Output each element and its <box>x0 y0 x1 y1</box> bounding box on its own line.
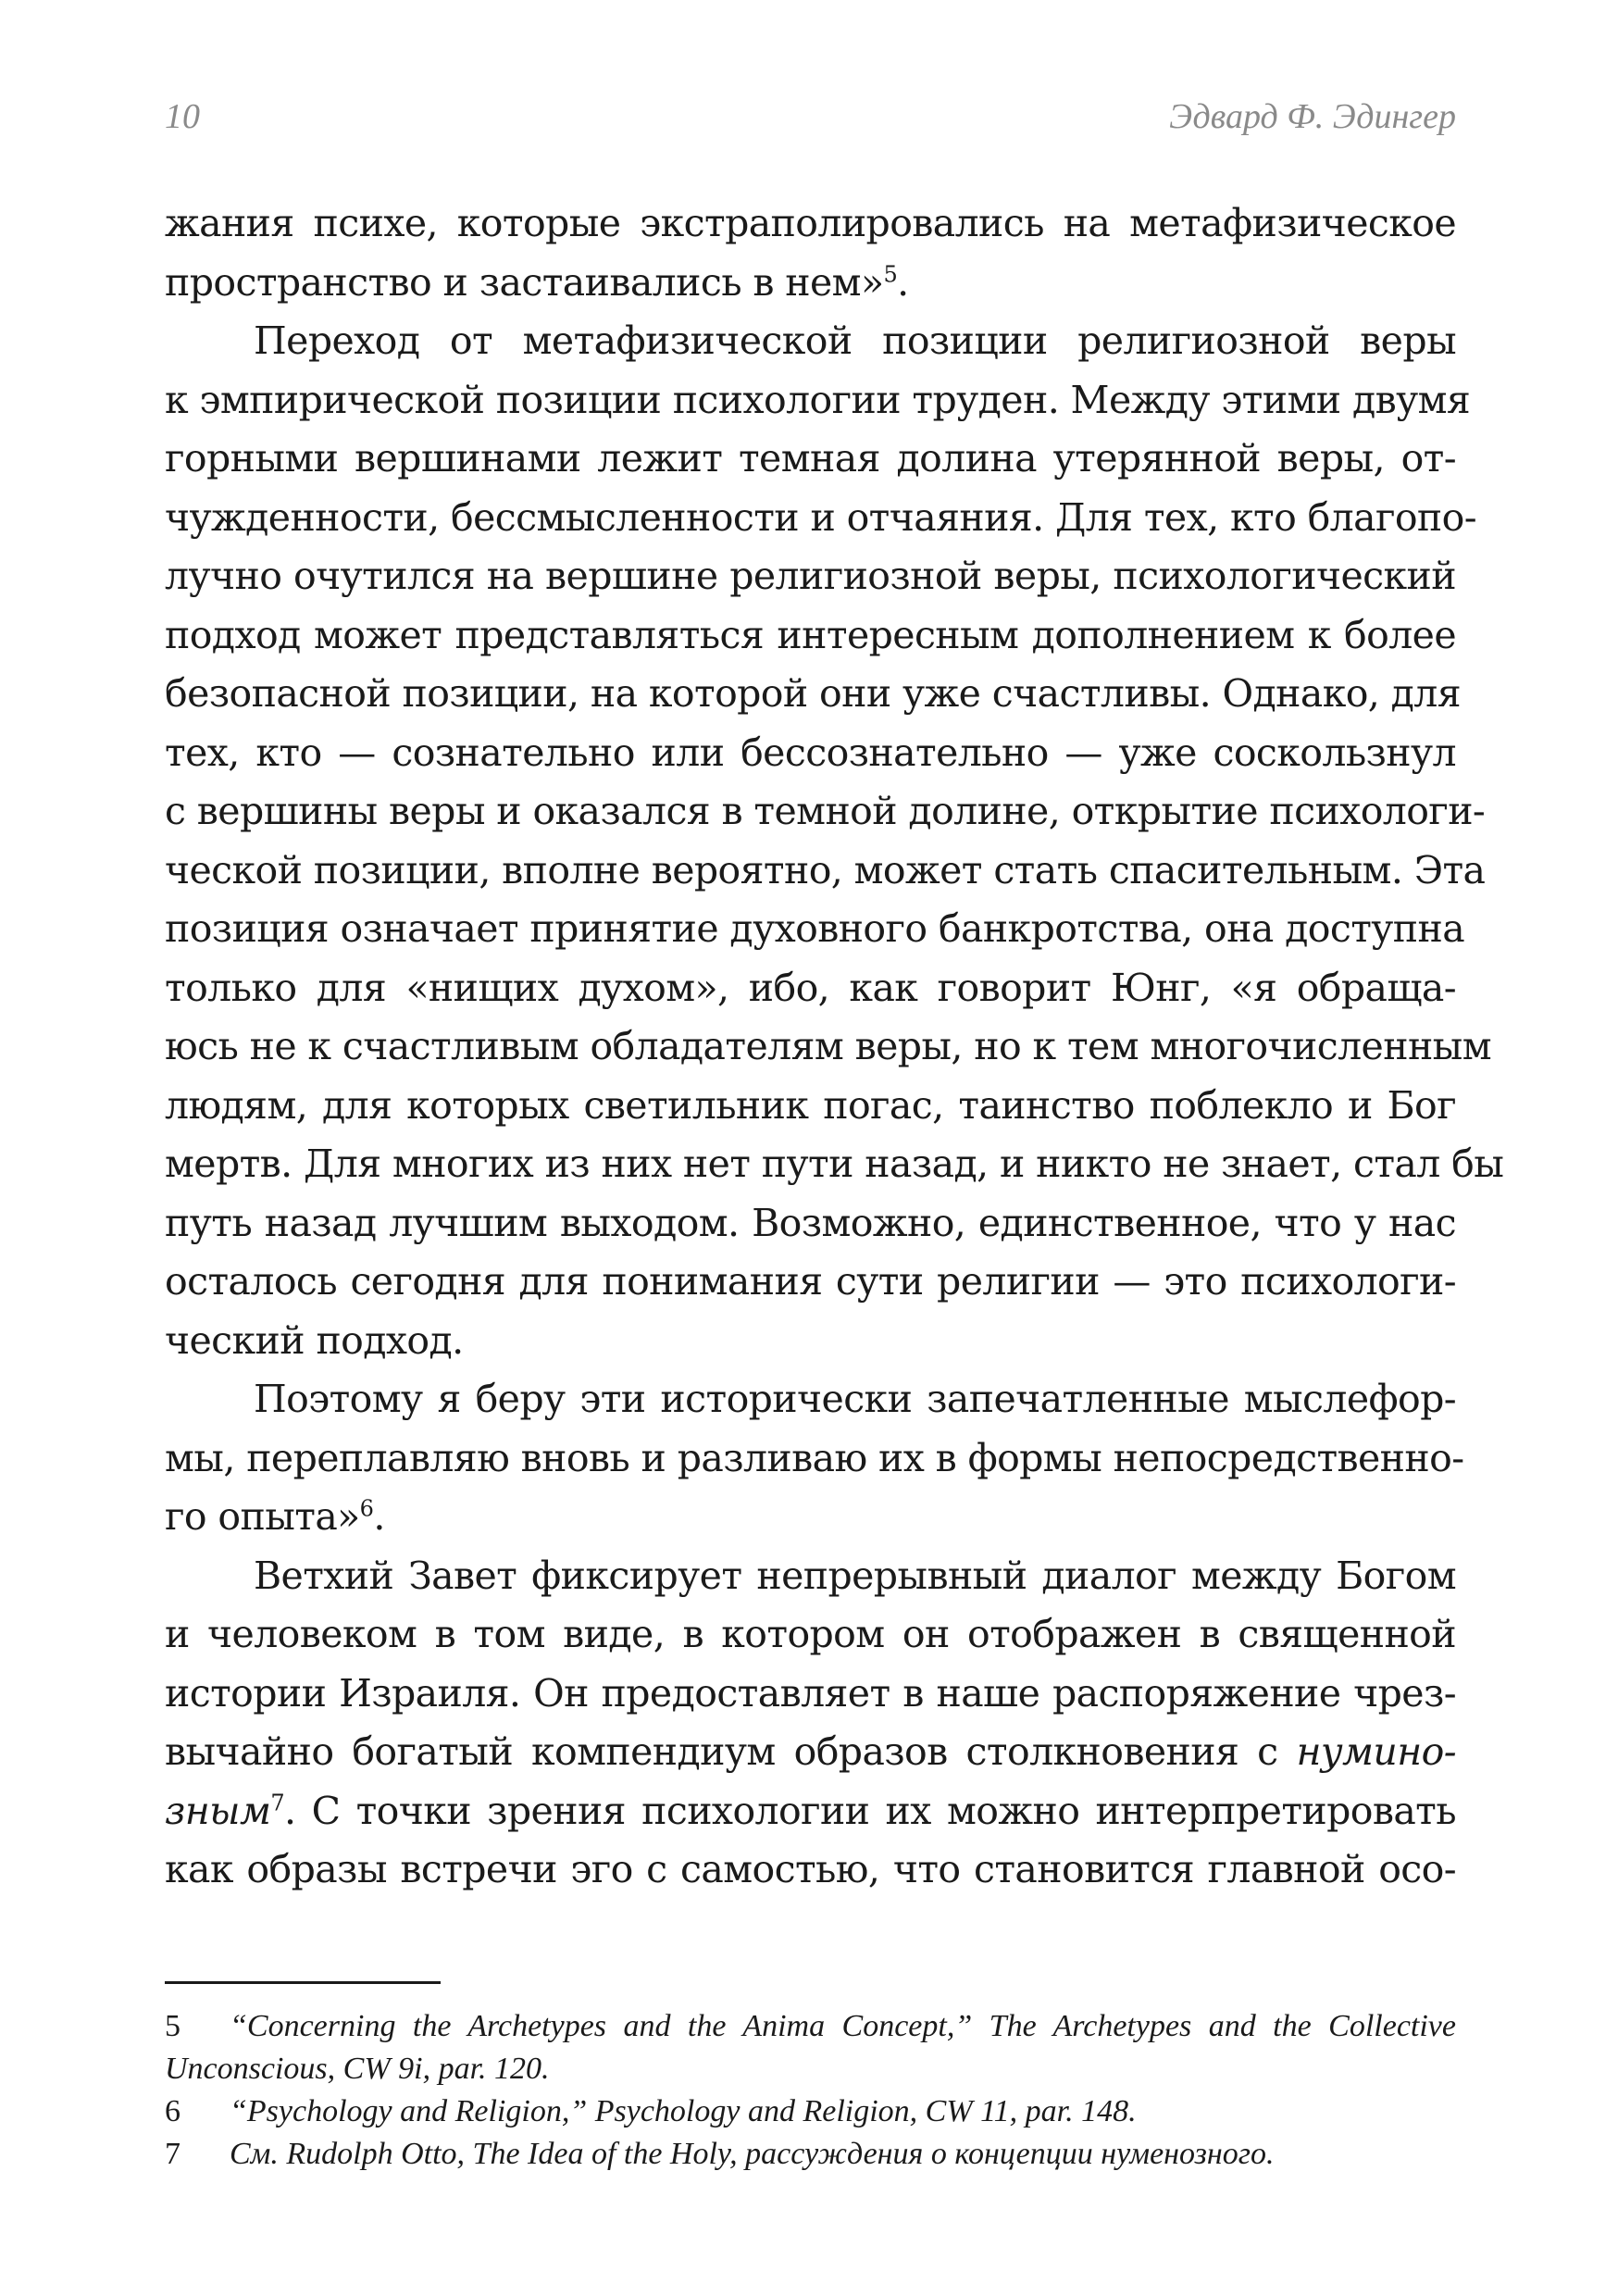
page-header <box>165 96 1456 148</box>
footnotes <box>165 2005 1456 2176</box>
page-number: 10 <box>165 97 200 136</box>
footnote-text: См. Rudolph Otto, The Idea of the Holy, рассуждения о концепции нуменозного. <box>230 2137 1275 2171</box>
footnote-separator <box>165 1981 441 1984</box>
text-line: безопасной позиции, на которой они уже счастливы. Однако, для <box>165 671 1462 716</box>
footnote-text: Unconscious, CW 9i, par. 120. <box>165 2052 550 2086</box>
text-line: позиция означает принятие духовного банкротства, она доступна <box>165 906 1465 951</box>
text-line: к эмпирической позиции психологии труден. Между этими двумя <box>165 377 1471 422</box>
text-line: Переход от метафизической позиции религиозной веры <box>254 318 1456 363</box>
footnote-number: 5 <box>165 2009 180 2043</box>
text-line: как образы встречи эго с самостью, что становится главной осо- <box>165 1847 1456 1891</box>
text-line: Поэтому я беру эти исторически запечатленные мыслефор- <box>254 1377 1456 1421</box>
footnote-ref[interactable]: 5 <box>883 260 898 287</box>
text-line: ческой позиции, вполне вероятно, может стать спасительным. Эта <box>165 847 1486 892</box>
text-line: и человеком в том виде, в котором он отображен в священной <box>165 1612 1456 1656</box>
emphasis: нумино- <box>1296 1729 1456 1774</box>
body-text <box>165 194 1504 1900</box>
text-line: с вершины веры и оказался в темной долине, открытие психологи- <box>165 789 1486 833</box>
footnote-text: “Psychology and Religion,” Psychology and Religion, CW 11, par. 148. <box>230 2094 1137 2128</box>
text-line: мертв. Для многих из них нет пути назад, и никто не знает, стал бы <box>165 1142 1504 1186</box>
text-line: лучно очутился на вершине религиозной веры, психологический <box>165 554 1456 598</box>
footnote-text: “Concerning the Archetypes and the Anima Concept,” The Archetypes and the Collective <box>230 2009 1456 2043</box>
text-line: чужденности, бессмысленности и отчаяния. Для тех, кто благопо- <box>165 494 1476 540</box>
text-line: Ветхий Завет фиксирует непрерывный диалог между Богом <box>254 1553 1456 1598</box>
footnote-ref[interactable]: 6 <box>359 1495 374 1522</box>
text-line: истории Израиля. Он предоставляет в наше распоряжение чрез- <box>165 1670 1456 1716</box>
text-line: путь назад лучшим выходом. Возможно, единственное, что у нас <box>165 1200 1456 1245</box>
text-line: людям, для которых светильник погас, таинство поблекло и Бог <box>165 1082 1456 1128</box>
footnote-number: 6 <box>165 2094 180 2128</box>
text-line: только для «нищих духом», ибо, как говорит Юнг, «я обраща- <box>165 965 1456 1010</box>
book-page <box>165 0 1504 2296</box>
text-line: ческий подход. <box>165 1317 464 1363</box>
text-line: юсь не к счастливым обладателям веры, но к тем многочисленным <box>165 1024 1491 1068</box>
footnote-number: 7 <box>165 2137 180 2171</box>
text-line: мы, переплавляю вновь и разливаю их в формы непосредственно- <box>165 1435 1464 1480</box>
text-line: жания психе, которые экстраполировались на метафизическое <box>165 201 1456 245</box>
text-line: подход может представляться интересным дополнением к более <box>165 612 1456 657</box>
running-head: Эдвард Ф. Эдингер <box>1169 97 1456 136</box>
text-line: горными вершинами лежит темная долина утерянной веры, от- <box>165 436 1456 480</box>
emphasis: зным <box>165 1788 271 1833</box>
footnote <box>165 2133 1456 2176</box>
footnote <box>165 2090 1456 2133</box>
text-line: пространство и застаивались в нем»$^5$. <box>165 259 909 305</box>
footnote-ref[interactable]: 7 <box>270 1789 285 1816</box>
text-line: го опыта»$^6$. <box>165 1494 385 1539</box>
text-line: осталось сегодня для понимания сути религии — это психологи- <box>165 1259 1456 1304</box>
text-line: вычайно богатый компендиум образов столкновения с нумино- <box>165 1729 1456 1774</box>
footnote <box>165 2005 1456 2090</box>
text-line: тех, кто — сознательно или бессознательно — уже соскользнул <box>165 730 1456 775</box>
text-line: зным$^7$. С точки зрения психологии их можно интерпретировать <box>165 1788 1456 1833</box>
